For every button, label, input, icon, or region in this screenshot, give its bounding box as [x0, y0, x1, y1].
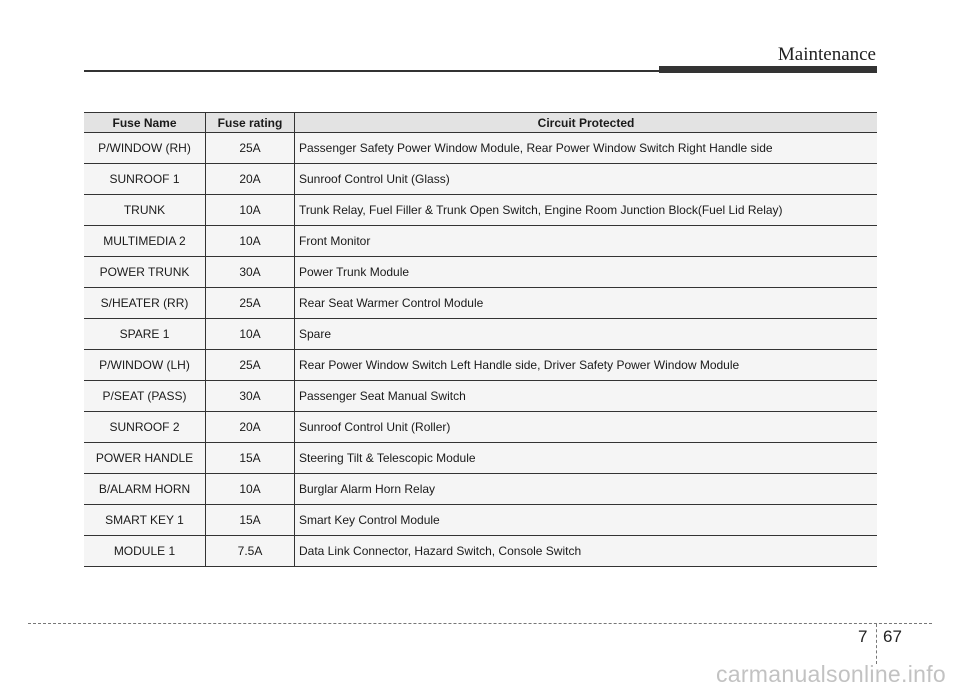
column-header-fuse-rating: Fuse rating	[206, 113, 295, 133]
circuit-protected-cell: Front Monitor	[295, 226, 878, 257]
circuit-protected-cell: Data Link Connector, Hazard Switch, Console Switch	[295, 536, 878, 567]
fuse-name-cell: POWER TRUNK	[84, 257, 206, 288]
fuse-rating-cell: 10A	[206, 195, 295, 226]
fuse-name-cell: MODULE 1	[84, 536, 206, 567]
table-row	[84, 412, 877, 443]
fuse-rating-cell: 7.5A	[206, 536, 295, 567]
fuse-rating-cell: 25A	[206, 288, 295, 319]
circuit-protected-cell: Rear Seat Warmer Control Module	[295, 288, 878, 319]
table-row	[84, 133, 877, 164]
fuse-rating-cell: 20A	[206, 164, 295, 195]
circuit-protected-cell: Power Trunk Module	[295, 257, 878, 288]
fuse-rating-cell: 10A	[206, 226, 295, 257]
fuse-name-cell: SUNROOF 1	[84, 164, 206, 195]
table-row	[84, 443, 877, 474]
fuse-name-cell: SMART KEY 1	[84, 505, 206, 536]
fuse-rating-cell: 30A	[206, 381, 295, 412]
table-row	[84, 195, 877, 226]
table-row	[84, 474, 877, 505]
fuse-name-cell: P/WINDOW (RH)	[84, 133, 206, 164]
fuse-name-cell: SPARE 1	[84, 319, 206, 350]
table-row	[84, 164, 877, 195]
header-rule-accent	[659, 66, 877, 73]
page-number-separator	[876, 624, 877, 664]
fuse-name-cell: SUNROOF 2	[84, 412, 206, 443]
fuse-rating-cell: 30A	[206, 257, 295, 288]
column-header-circuit-protected: Circuit Protected	[295, 113, 878, 133]
column-header-fuse-name: Fuse Name	[84, 113, 206, 133]
table-row	[84, 381, 877, 412]
fuse-name-cell: P/WINDOW (LH)	[84, 350, 206, 381]
fuse-rating-cell: 20A	[206, 412, 295, 443]
fuse-name-cell: MULTIMEDIA 2	[84, 226, 206, 257]
table-header-row	[84, 113, 877, 133]
circuit-protected-cell: Burglar Alarm Horn Relay	[295, 474, 878, 505]
circuit-protected-cell: Passenger Seat Manual Switch	[295, 381, 878, 412]
fuse-name-cell: TRUNK	[84, 195, 206, 226]
table-row	[84, 350, 877, 381]
circuit-protected-cell: Sunroof Control Unit (Glass)	[295, 164, 878, 195]
circuit-protected-cell: Smart Key Control Module	[295, 505, 878, 536]
footer-rule	[28, 623, 932, 624]
circuit-protected-cell: Passenger Safety Power Window Module, Rear Power Window Switch Right Handle side	[295, 133, 878, 164]
section-title: Maintenance	[777, 44, 876, 65]
table-row	[84, 536, 877, 567]
fuse-table	[84, 112, 877, 567]
table-row	[84, 288, 877, 319]
fuse-name-cell: POWER HANDLE	[84, 443, 206, 474]
watermark: carmanualsonline.info	[715, 661, 946, 687]
table-row	[84, 505, 877, 536]
circuit-protected-cell: Rear Power Window Switch Left Handle side, Driver Safety Power Window Module	[295, 350, 878, 381]
fuse-name-cell: P/SEAT (PASS)	[84, 381, 206, 412]
circuit-protected-cell: Trunk Relay, Fuel Filler & Trunk Open Switch, Engine Room Junction Block(Fuel Lid Relay)	[295, 195, 878, 226]
fuse-rating-cell: 10A	[206, 474, 295, 505]
circuit-protected-cell: Sunroof Control Unit (Roller)	[295, 412, 878, 443]
table-row	[84, 319, 877, 350]
table-row	[84, 226, 877, 257]
circuit-protected-cell: Spare	[295, 319, 878, 350]
table-row	[84, 257, 877, 288]
fuse-name-cell: B/ALARM HORN	[84, 474, 206, 505]
header-rule	[84, 70, 659, 72]
fuse-rating-cell: 25A	[206, 350, 295, 381]
fuse-rating-cell: 15A	[206, 443, 295, 474]
fuse-rating-cell: 25A	[206, 133, 295, 164]
fuse-rating-cell: 10A	[206, 319, 295, 350]
page-number: 67	[883, 627, 902, 646]
fuse-name-cell: S/HEATER (RR)	[84, 288, 206, 319]
fuse-rating-cell: 15A	[206, 505, 295, 536]
circuit-protected-cell: Steering Tilt & Telescopic Module	[295, 443, 878, 474]
table-body	[84, 133, 877, 567]
chapter-number: 7	[858, 627, 868, 646]
